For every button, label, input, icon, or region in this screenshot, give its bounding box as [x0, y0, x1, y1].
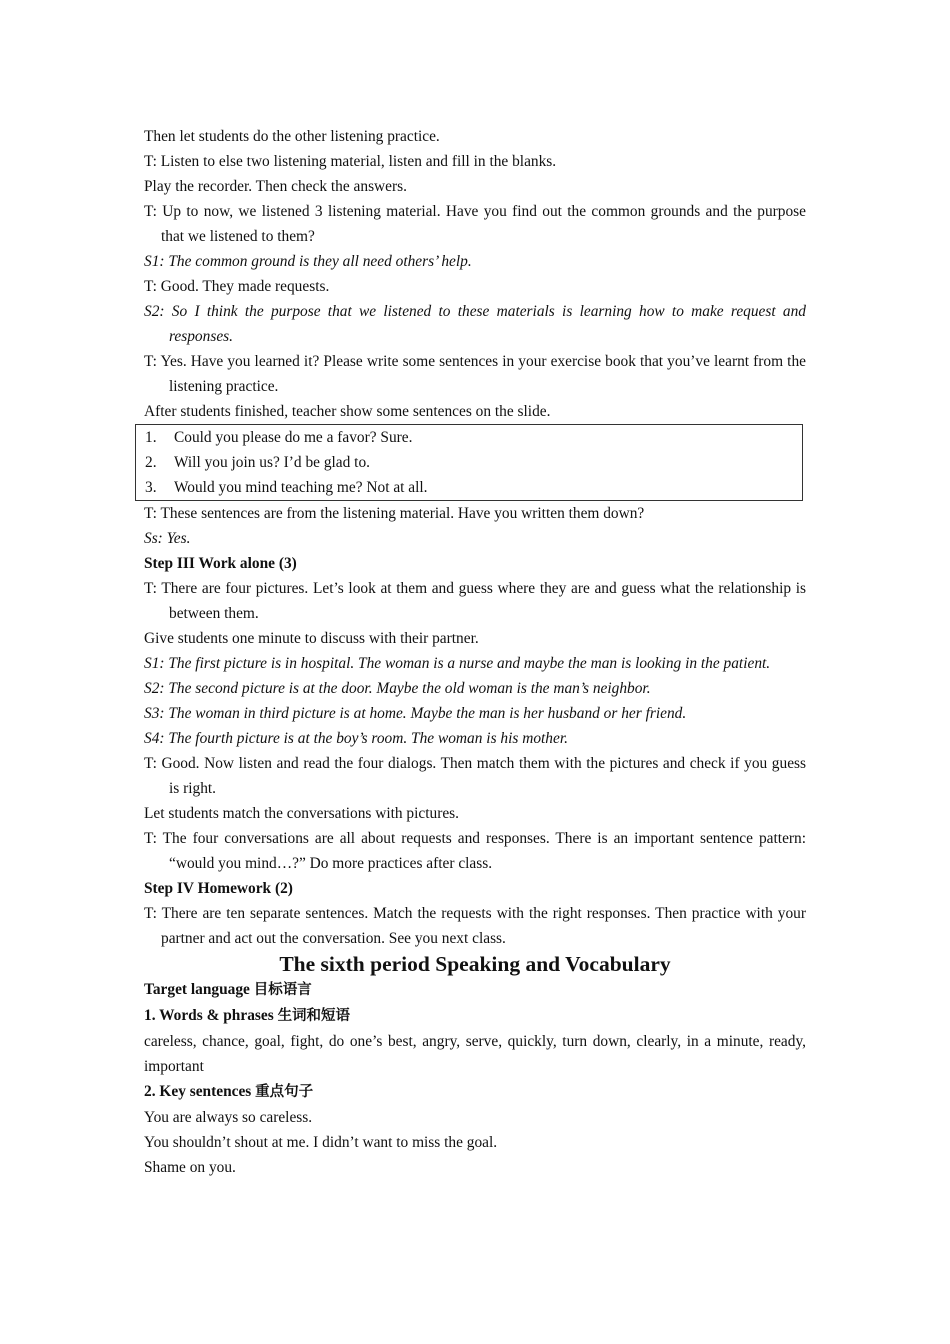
key-sentence: You shouldn’t shout at me. I didn’t want to miss the goal.: [144, 1134, 498, 1151]
subheading-en: 2. Key sentences: [144, 1083, 256, 1100]
sentence-text: Would you mind teaching me? Not at all.: [174, 479, 428, 496]
sentence-text: Will you join us? I’d be glad to.: [174, 454, 371, 471]
subheading-zh: 生词和短语: [277, 1008, 351, 1024]
subheading: [144, 1079, 806, 1105]
subheading-zh: 重点句子: [255, 1084, 314, 1100]
student-line: S2: The second picture is at the door. Maybe the old woman is the man’s neighbor.: [144, 680, 651, 697]
paragraph: T: Good. They made requests.: [144, 278, 330, 295]
paragraph: After students finished, teacher show some sentences on the slide.: [144, 403, 551, 420]
subheading-zh: 目标语言: [253, 982, 312, 998]
step-heading: Step III Work alone (3): [144, 555, 297, 572]
subheading-en: 1. Words & phrases: [144, 1007, 278, 1024]
paragraph: T: There are ten separate sentences. Match the requests with the right responses. Then practice with your partner and act out the conversation. See you next class.: [144, 905, 806, 947]
paragraph: Let students match the conversations with pictures.: [144, 805, 460, 822]
paragraph: T: Up to now, we listened 3 listening material. Have you find out the common grounds and the purpose that we listened to them?: [144, 203, 806, 245]
paragraph: Then let students do the other listening practice.: [144, 128, 440, 145]
paragraph: Give students one minute to discuss with their partner.: [144, 630, 479, 647]
student-line: S2: So I think the purpose that we listened to these materials is learning how to make request and responses.: [144, 303, 806, 345]
paragraph: T: Yes. Have you learned it? Please write some sentences in your exercise book that you’ve learnt from the listening practice.: [144, 353, 806, 395]
subheading: [144, 1003, 806, 1029]
list-number: 1.: [145, 429, 157, 446]
key-sentence: You are always so careless.: [144, 1109, 313, 1126]
paragraph: T: Good. Now listen and read the four dialogs. Then match them with the pictures and check if you guess is right.: [144, 755, 806, 797]
student-line: S3: The woman in third picture is at home. Maybe the man is her husband or her friend.: [144, 705, 687, 722]
paragraph: Play the recorder. Then check the answers.: [144, 178, 407, 195]
paragraph: T: Listen to else two listening material, listen and fill in the blanks.: [144, 153, 557, 170]
vocabulary-list: careless, chance, goal, fight, do one’s best, angry, serve, quickly, turn down, clearly, in a minute, ready, important: [144, 1033, 806, 1075]
subheading-en: Target language: [144, 981, 254, 998]
box-sentence: [145, 475, 802, 500]
step-heading: Step IV Homework (2): [144, 880, 293, 897]
section-title: The sixth period Speaking and Vocabulary: [279, 952, 671, 976]
paragraph: T: These sentences are from the listening material. Have you written them down?: [144, 505, 645, 522]
document-page: [144, 124, 806, 1180]
student-line: S1: The first picture is in hospital. The woman is a nurse and maybe the man is looking in the patient.: [144, 655, 771, 672]
paragraph: T: There are four pictures. Let’s look at them and guess where they are and guess what the relationship is between them.: [144, 580, 806, 622]
box-sentence: [145, 425, 802, 450]
student-line: S1: The common ground is they all need others’ help.: [144, 253, 472, 270]
list-number: 3.: [145, 479, 157, 496]
sentence-box: [135, 424, 803, 501]
subheading: [144, 977, 806, 1003]
key-sentence: Shame on you.: [144, 1159, 236, 1176]
paragraph: T: The four conversations are all about requests and responses. There is an important sentence pattern: “would you mind…?” Do more practices after class.: [144, 830, 806, 872]
student-line: Ss: Yes.: [144, 530, 191, 547]
list-number: 2.: [145, 454, 157, 471]
sentence-text: Could you please do me a favor? Sure.: [174, 429, 413, 446]
box-sentence: [145, 450, 802, 475]
student-line: S4: The fourth picture is at the boy’s room. The woman is his mother.: [144, 730, 568, 747]
